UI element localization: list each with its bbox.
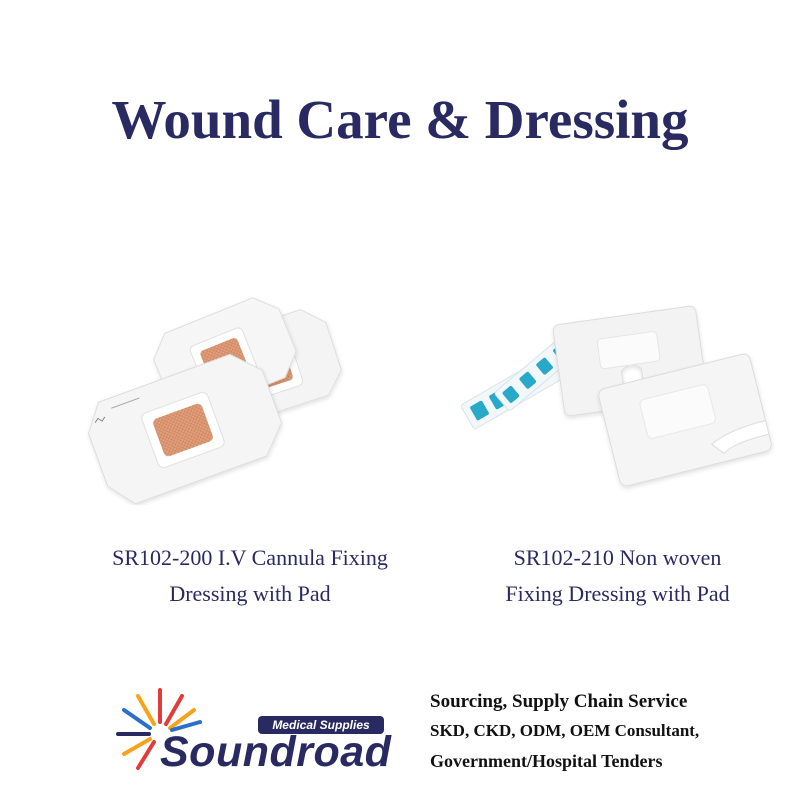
services-list	[430, 688, 699, 776]
brand-badge: Medical Supplies	[258, 716, 384, 734]
page-title: Wound Care & Dressing	[111, 89, 689, 150]
brand-name: Soundroad	[160, 728, 392, 776]
caption-line: Fixing Dressing with Pad	[505, 581, 730, 606]
caption-line: Dressing with Pad	[169, 581, 331, 606]
iv-cannula-dressing-image	[80, 290, 420, 505]
product-caption-1	[70, 540, 430, 612]
caption-line: SR102-210 Non woven	[513, 545, 722, 570]
product-caption-2	[450, 540, 785, 612]
caption-line: SR102-200 I.V Cannula Fixing	[112, 545, 388, 570]
non-woven-dressing-image	[445, 300, 785, 495]
service-line: Government/Hospital Tenders	[430, 751, 663, 771]
service-line: Sourcing, Supply Chain Service	[430, 691, 688, 712]
service-line: SKD, CKD, ODM, OEM Consultant,	[430, 721, 700, 740]
